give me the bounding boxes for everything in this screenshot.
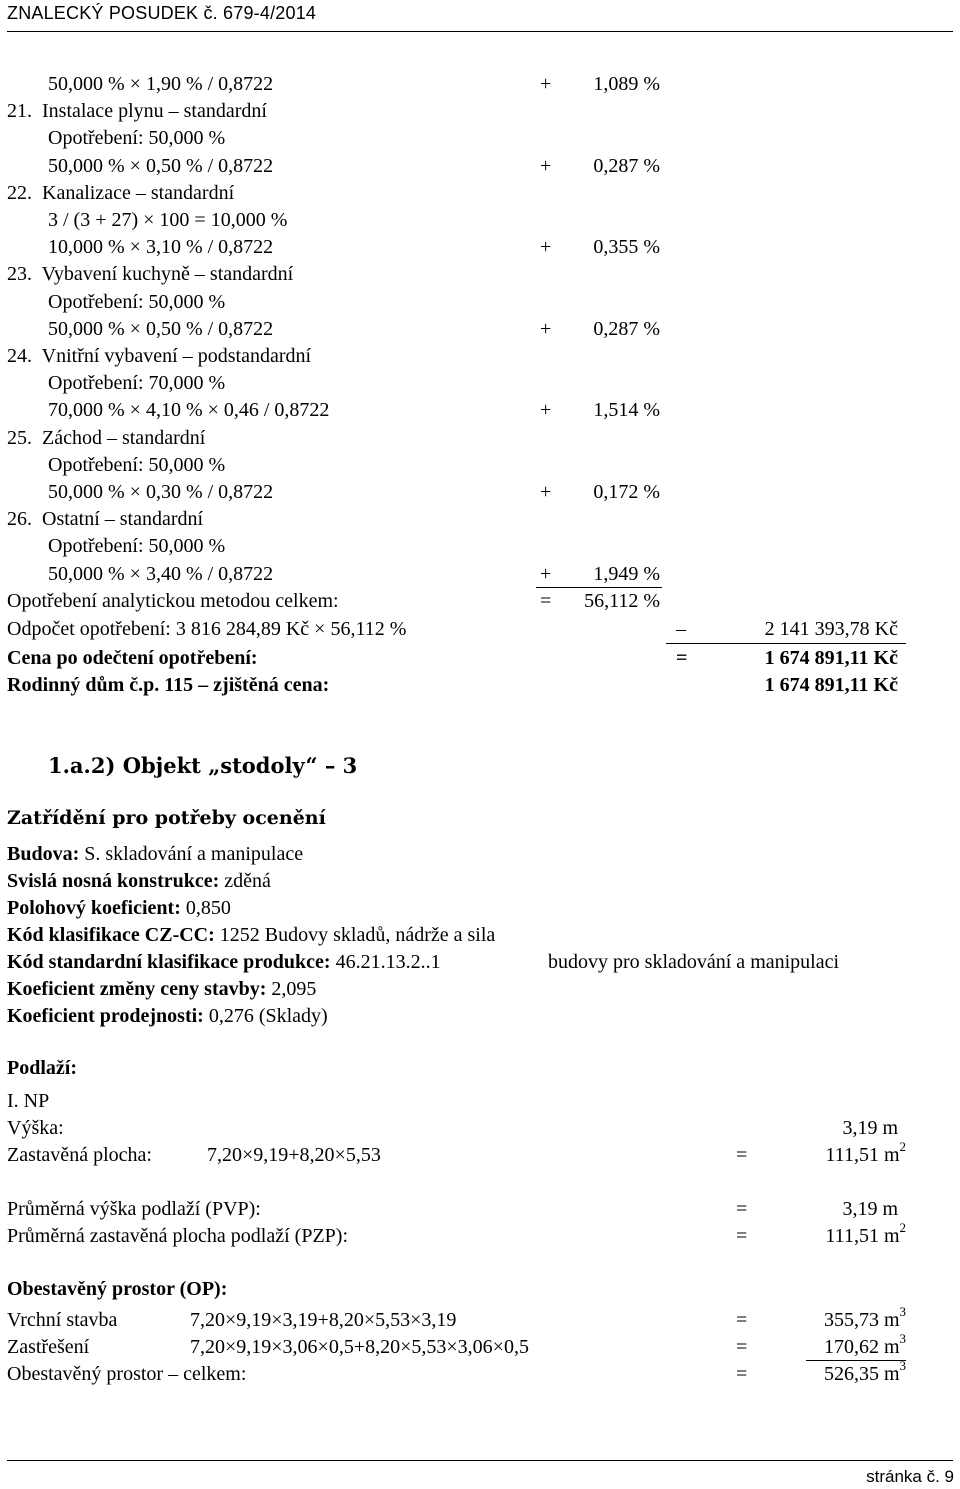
property-value: S. skladování a manipulace	[79, 843, 304, 865]
depreciation-item-sign: +	[540, 481, 552, 503]
depreciation-item-line: 50,000 % × 1,90 % / 0,8722	[48, 73, 274, 95]
classification-property	[7, 896, 231, 920]
depreciation-item-line: 70,000 % × 4,10 % × 0,46 / 0,8722	[48, 399, 330, 421]
built-area-formula: 7,20×9,19+8,20×5,53	[207, 1144, 381, 1166]
depreciation-item-title: 23. Vybavení kuchyně – standardní	[7, 263, 294, 285]
total-depreciation-label: Opotřebení analytickou metodou celkem:	[7, 590, 339, 612]
deduction-label: Odpočet opotřebení: 3 816 284,89 Kč × 56,112 %	[7, 618, 407, 640]
depreciation-item-sign: +	[540, 236, 552, 258]
house-price-label: Rodinný dům č.p. 115 – zjištěná cena:	[7, 674, 330, 696]
pzp-value: 111,51 $m^2$	[825, 1220, 906, 1247]
deduction-sign: –	[676, 618, 686, 640]
volume-row-value: 170,62 $m^3$	[823, 1331, 906, 1358]
pvp-value: 3,19 m	[842, 1198, 898, 1220]
depreciation-item-title: 25. Záchod – standardní	[7, 427, 206, 449]
total-depreciation-sign: =	[540, 590, 552, 612]
property-label: Koeficient prodejnosti:	[7, 1005, 204, 1027]
depreciation-item-line: 3 / (3 + 27) × 100 = 10,000 %	[48, 209, 288, 231]
floor-name: I. NP	[7, 1090, 50, 1112]
depreciation-item-title: 26. Ostatní – standardní	[7, 508, 204, 530]
classification-property	[7, 842, 303, 866]
depreciation-item-value: 1,089 %	[593, 73, 660, 95]
depreciation-item-line: 50,000 % × 0,30 % / 0,8722	[48, 481, 274, 503]
pzp-label: Průměrná zastavěná plocha podlaží (PZP):	[7, 1225, 348, 1247]
property-value: 0,850	[180, 897, 231, 919]
property-label: Polohový koeficient:	[7, 897, 181, 919]
price-after-deduction-label: Cena po odečtení opotřebení:	[7, 647, 258, 669]
pzp-sign: =	[736, 1225, 748, 1247]
floors-heading: Podlaží:	[7, 1057, 77, 1079]
classification-property	[7, 869, 271, 893]
property-value: 46.21.13.2..1	[330, 951, 441, 973]
depreciation-item-sign: +	[540, 399, 552, 421]
property-value: 0,276 (Sklady)	[203, 1005, 328, 1027]
document-header: ZNALECKÝ POSUDEK č. 679-4/2014	[7, 3, 317, 23]
volume-row-label: Zastřešení	[7, 1336, 90, 1358]
volume-total-label: Obestavěný prostor – celkem:	[7, 1363, 247, 1385]
property-value: zděná	[219, 870, 271, 892]
page-number: stránka č. 9	[866, 1467, 954, 1486]
volume-row-formula: 7,20×9,19×3,19+8,20×5,53×3,19	[190, 1309, 457, 1331]
depreciation-item-line: 10,000 % × 3,10 % / 0,8722	[48, 236, 274, 258]
volume-row-formula: 7,20×9,19×3,06×0,5+8,20×5,53×3,06×0,5	[190, 1336, 529, 1358]
section-subheading: Zatřídění pro potřeby ocenění	[7, 807, 326, 829]
volume-total-value: 526,35 $m^3$	[823, 1358, 906, 1385]
volume-row-label: Vrchní stavba	[7, 1309, 118, 1331]
volume-total-sign: =	[736, 1363, 748, 1385]
total-depreciation-value: 56,112 %	[584, 590, 660, 612]
depreciation-item-sign: +	[540, 563, 552, 585]
classification-property	[7, 977, 316, 1001]
depreciation-item-title: 22. Kanalizace – standardní	[7, 182, 235, 204]
property-extra: budovy pro skladování a manipulaci	[548, 951, 840, 973]
depreciation-item-value: 0,287 %	[593, 155, 660, 177]
depreciation-item-line: 50,000 % × 0,50 % / 0,8722	[48, 318, 274, 340]
depreciation-item-line: Opotřebení: 50,000 %	[48, 127, 226, 149]
calculation-underline	[536, 587, 662, 588]
volume-heading: Obestavěný prostor (OP):	[7, 1278, 228, 1300]
depreciation-item-line: 50,000 % × 0,50 % / 0,8722	[48, 155, 274, 177]
pvp-sign: =	[736, 1198, 748, 1220]
classification-property	[7, 950, 441, 974]
depreciation-item-value: 0,287 %	[593, 318, 660, 340]
depreciation-item-title: 21. Instalace plynu – standardní	[7, 100, 267, 122]
price-after-deduction-value: 1 674 891,11 Kč	[764, 647, 898, 669]
depreciation-item-value: 0,172 %	[593, 481, 660, 503]
depreciation-item-sign: +	[540, 155, 552, 177]
volume-row-value: 355,73 $m^3$	[823, 1304, 906, 1331]
depreciation-item-sign: +	[540, 318, 552, 340]
depreciation-item-line: Opotřebení: 50,000 %	[48, 535, 226, 557]
header-rule	[7, 31, 953, 32]
classification-property	[7, 923, 495, 947]
depreciation-item-line: 50,000 % × 3,40 % / 0,8722	[48, 563, 274, 585]
property-label: Koeficient změny ceny stavby:	[7, 978, 267, 1000]
built-area-sign: =	[736, 1144, 748, 1166]
house-price-value: 1 674 891,11 Kč	[764, 674, 898, 696]
property-value: 2,095	[266, 978, 317, 1000]
property-label: Svislá nosná konstrukce:	[7, 870, 220, 892]
depreciation-item-value: 1,514 %	[593, 399, 660, 421]
depreciation-item-line: Opotřebení: 50,000 %	[48, 291, 226, 313]
property-label: Kód standardní klasifikace produkce:	[7, 951, 331, 973]
section-heading: 1.a.2) Objekt „stodoly“ – 3	[48, 753, 358, 778]
volume-underline	[806, 1360, 906, 1361]
depreciation-item-line: Opotřebení: 70,000 %	[48, 372, 226, 394]
depreciation-item-line: Opotřebení: 50,000 %	[48, 454, 226, 476]
price-after-deduction-sign: =	[676, 647, 688, 669]
classification-property	[7, 1004, 328, 1028]
built-area-label: Zastavěná plocha:	[7, 1144, 152, 1166]
property-value: 1252 Budovy skladů, nádrže a sila	[214, 924, 496, 946]
floor-height-value: 3,19 m	[842, 1117, 898, 1139]
deduction-underline	[666, 643, 906, 644]
footer-rule	[7, 1460, 953, 1461]
pvp-label: Průměrná výška podlaží (PVP):	[7, 1198, 261, 1220]
depreciation-item-value: 0,355 %	[593, 236, 660, 258]
depreciation-item-sign: +	[540, 73, 552, 95]
volume-row-sign: =	[736, 1336, 748, 1358]
property-label: Budova:	[7, 843, 80, 865]
volume-row-sign: =	[736, 1309, 748, 1331]
floor-height-label: Výška:	[7, 1117, 64, 1139]
depreciation-item-title: 24. Vnitřní vybavení – podstandardní	[7, 345, 312, 367]
deduction-value: 2 141 393,78 Kč	[764, 618, 898, 640]
depreciation-item-value: 1,949 %	[593, 563, 660, 585]
property-label: Kód klasifikace CZ-CC:	[7, 924, 215, 946]
built-area-value: 111,51 $m^2$	[825, 1139, 906, 1166]
